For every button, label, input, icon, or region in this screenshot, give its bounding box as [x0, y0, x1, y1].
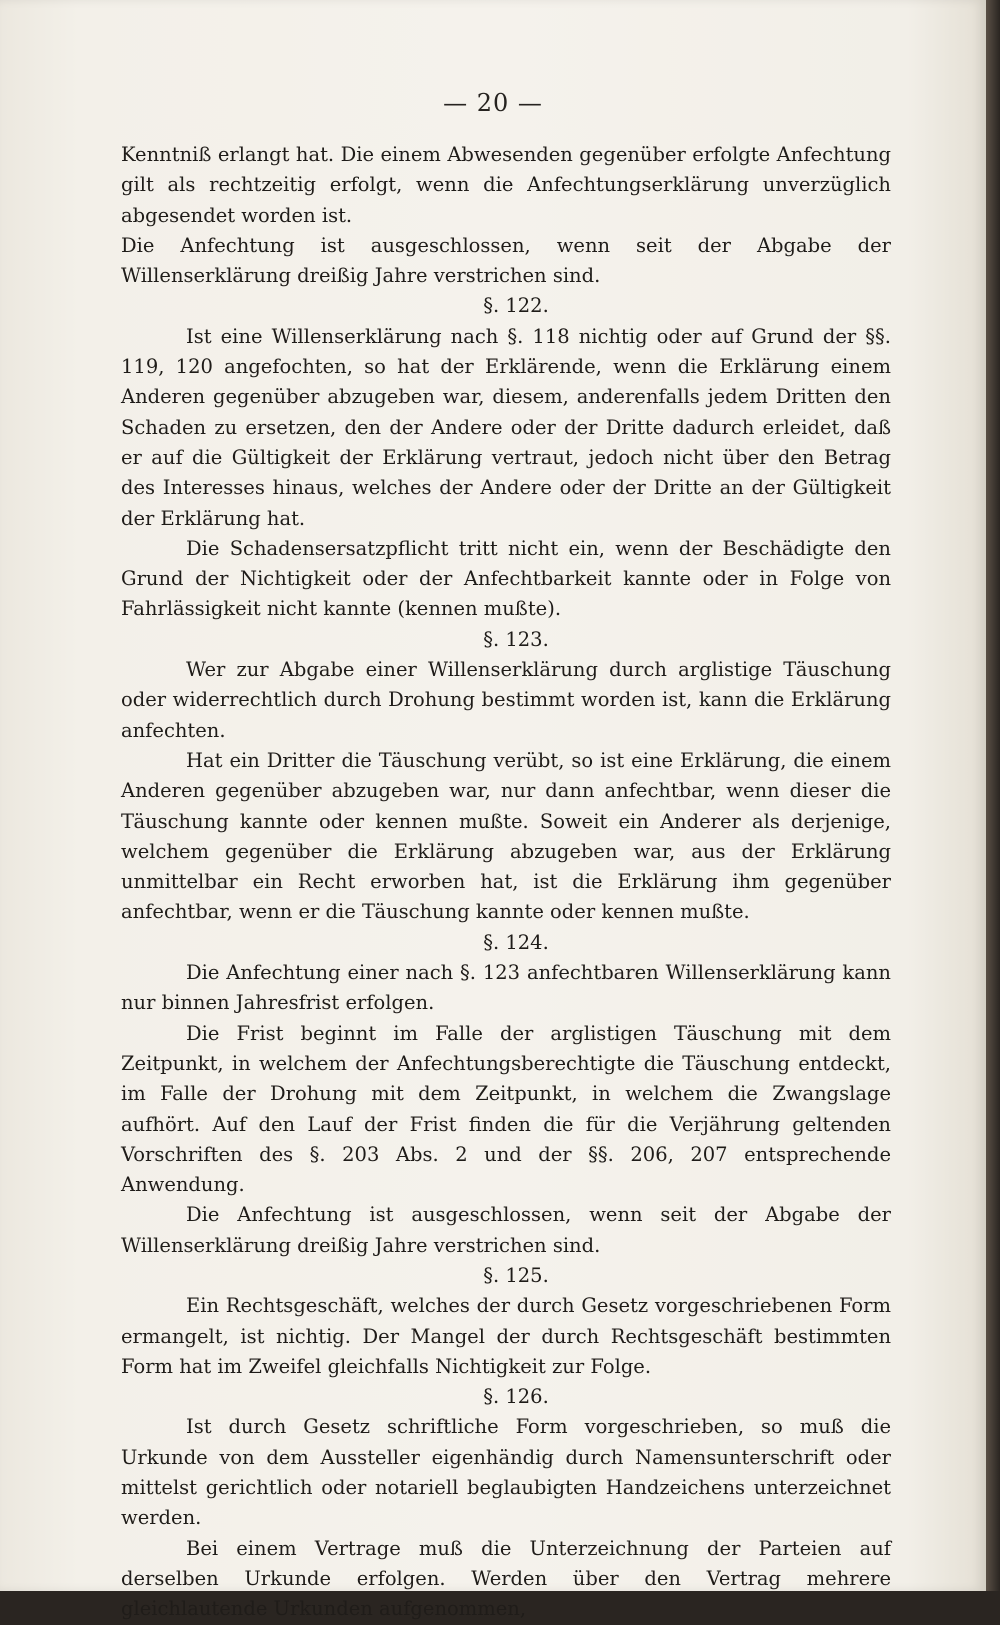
paragraph: Ein Rechtsgeschäft, welches der durch Gesetz vorgeschriebenen Form ermangelt, ist nichtig. Der Mangel der durch Rechtsgeschäft bestimmten Form hat im Zweifel gleichfalls Nichtigkeit zur Folge. — [121, 1294, 891, 1378]
paragraph: Ist durch Gesetz schriftliche Form vorgeschrieben, so muß die Urkunde von dem Aussteller eigenhändig durch Namensunterschrift oder mittelst gerichtlich oder notariell beglaubigten Handzeichens unterzeichnet werden. — [121, 1415, 891, 1530]
paragraph: Die Anfechtung einer nach §. 123 anfechtbaren Willenserklärung kann nur binnen Jahresfrist erfolgen. — [121, 961, 891, 1015]
section-heading-124: §. 124. — [483, 930, 549, 954]
paragraph: Die Anfechtung ist ausgeschlossen, wenn seit der Abgabe der Willenserklärung dreißig Jahre verstrichen sind. — [121, 1203, 891, 1257]
section-heading-122: §. 122. — [483, 294, 549, 318]
paragraph: Die Schadensersatzpflicht tritt nicht ein, wenn der Beschädigte den Grund der Nichtigkeit oder der Anfechtbarkeit kannte oder in Folge von Fahrlässigkeit nicht kannte (kennen mußte). — [121, 536, 891, 621]
section-heading-126: §. 126. — [483, 1385, 549, 1409]
page-body — [121, 140, 891, 1625]
paragraph: Hat ein Dritter die Täuschung verübt, so ist eine Erklärung, die einem Anderen gegenüber abzugeben war, nur dann anfechtbar, wenn dieser die Täuschung kannte oder kennen mußte. Soweit ein Anderer als derjenige, welchem gegenüber die Erklärung abzugeben war, aus der Erklärung unmittelbar ein Recht erworben hat, ist die Erklärung ihm gegenüber anfechtbar, wenn er die Täuschung kannte oder kennen mußte. — [121, 748, 891, 924]
paragraph: Die Anfechtung ist ausgeschlossen, wenn seit der Abgabe der Willenserklärung dreißig Jahre verstrichen sind. — [121, 233, 891, 288]
paragraph: Ist eine Willenserklärung nach §. 118 nichtig oder auf Grund der §§. 119, 120 angefochten, so hat der Erklärende, wenn die Erklärung einem Anderen gegenüber abzugeben war, diesem, anderenfalls jedem Dritten den Schaden zu ersetzen, den der Andere oder der Dritte dadurch erleidet, daß er auf die Gültigkeit der Erklärung vertraut, jedoch nicht über den Betrag des Interesses hinaus, welches der Andere oder der Dritte an der Gültigkeit der Erklärung hat. — [121, 324, 891, 530]
paragraph: Die Frist beginnt im Falle der arglistigen Täuschung mit dem Zeitpunkt, in welchem der Anfechtungsberechtigte die Täuschung entdeckt, im Falle der Drohung mit dem Zeitpunkt, in welchem die Zwangslage aufhört. Auf den Lauf der Frist finden die für die Verjährung geltenden Vorschriften des §. 203 Abs. 2 und der §§. 206, 207 entsprechende Anwendung. — [121, 1021, 891, 1197]
paragraph: Bei einem Vertrage muß die Unterzeichnung der Parteien auf derselben Urkunde erfolgen. Werden über den Vertrag mehrere gleichlautende Urkunden aufgenommen, — [121, 1536, 891, 1621]
paragraph: Wer zur Abgabe einer Willenserklärung durch arglistige Täuschung oder widerrechtlich durch Drohung bestimmt worden ist, kann die Erklärung anfechten. — [121, 658, 891, 742]
section-heading-123: §. 123. — [483, 627, 549, 651]
page-number: — 20 — — [443, 89, 543, 117]
paragraph: Kenntniß erlangt hat. Die einem Abwesenden gegenüber erfolgte Anfechtung gilt als rechtzeitig erfolgt, wenn die Anfechtungserklärung unverzüglich abgesendet worden ist. — [121, 143, 891, 227]
book-spine-edge — [986, 0, 1000, 1591]
section-heading-125: §. 125. — [483, 1263, 549, 1287]
